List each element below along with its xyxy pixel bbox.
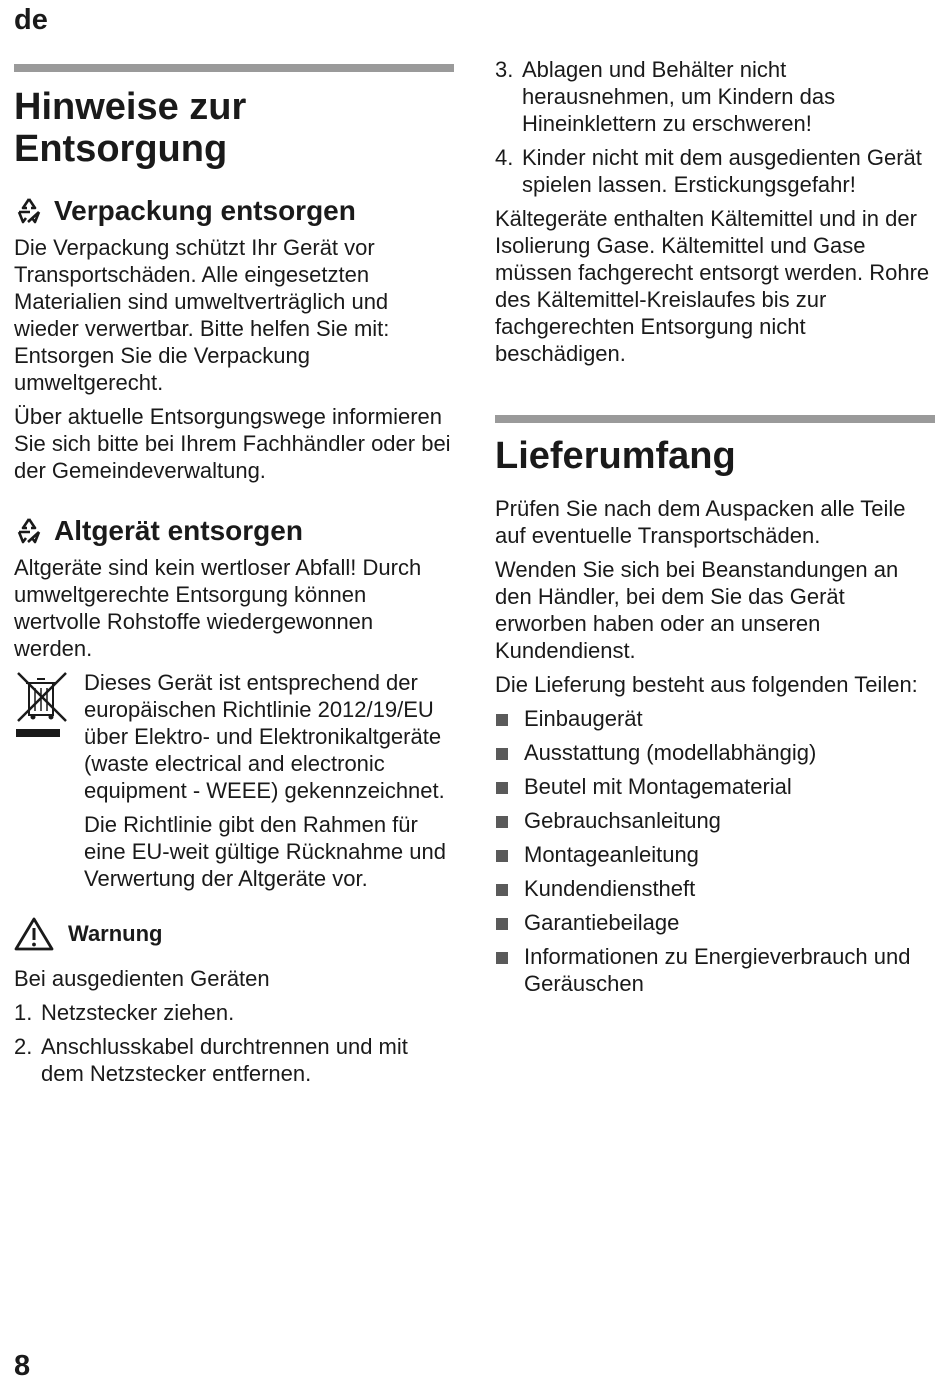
list-item bbox=[495, 909, 935, 936]
list-item bbox=[14, 999, 454, 1026]
bullet-square-icon bbox=[496, 850, 508, 862]
packaging-paragraph-1: Die Verpackung schützt Ihr Gerät vor Transportschäden. Alle eingesetzten Materialien sind umweltverträglich und wieder verwertbar. Bitte helfen Sie mit: Entsorgen Sie die Verpackung umweltgerecht. bbox=[14, 235, 390, 395]
weee-paragraph-1: Dieses Gerät ist entsprechend der europäischen Richtlinie 2012/19/EU über Elektro- und Elektronikaltgeräte (waste electrical and electronic equipment - WEEE) gekennzeichnet. bbox=[84, 670, 445, 803]
bullet-square-icon bbox=[496, 782, 508, 794]
step-text: Ablagen und Behälter nicht herausnehmen, um Kindern das Hineinklettern zu erschweren! bbox=[522, 57, 836, 136]
delivery-items-list bbox=[495, 705, 935, 997]
item-text: Garantiebeilage bbox=[524, 910, 680, 935]
item-text: Kundendienstheft bbox=[524, 876, 696, 901]
warning-header bbox=[14, 917, 454, 951]
warning-steps-list bbox=[14, 999, 454, 1087]
old-device-paragraph: Altgeräte sind kein wertloser Abfall! Durch umweltgerechte Entsorgung können wertvolle Rohstoffe wiedergewonnen werden. bbox=[14, 555, 422, 661]
weee-paragraph-2: Die Richtlinie gibt den Rahmen für eine EU-weit gültige Rücknahme und Verwertung der Altgeräte vor. bbox=[84, 812, 446, 891]
delivery-paragraph-3: Die Lieferung besteht aus folgenden Teilen: bbox=[495, 672, 918, 697]
list-item bbox=[495, 56, 935, 137]
step-number: 3. bbox=[495, 57, 514, 82]
language-code: de bbox=[14, 4, 48, 36]
section-rule bbox=[14, 64, 454, 72]
warning-label: Warnung bbox=[68, 921, 163, 946]
left-column bbox=[14, 64, 454, 1094]
list-item bbox=[495, 739, 935, 766]
section-title-delivery: Lieferumfang bbox=[495, 435, 736, 477]
packaging-paragraph-2: Über aktuelle Entsorgungswege informieren Sie sich bitte bei Ihrem Fachhändler oder bei der Gemeindeverwaltung. bbox=[14, 404, 451, 483]
section-rule bbox=[495, 415, 935, 423]
right-column bbox=[495, 56, 935, 1004]
recycle-icon bbox=[14, 196, 44, 226]
item-text: Ausstattung (modellabhängig) bbox=[524, 740, 817, 765]
list-item bbox=[495, 841, 935, 868]
step-text: Kinder nicht mit dem ausgedienten Gerät spielen lassen. Erstickungsgefahr! bbox=[522, 145, 922, 197]
list-item bbox=[495, 705, 935, 732]
item-text: Montageanleitung bbox=[524, 842, 699, 867]
delivery-paragraph-1: Prüfen Sie nach dem Auspacken alle Teile auf eventuelle Transportschäden. bbox=[495, 496, 906, 548]
weee-block bbox=[14, 669, 454, 899]
bullet-square-icon bbox=[496, 918, 508, 930]
item-text: Einbaugerät bbox=[524, 706, 643, 731]
bullet-square-icon bbox=[496, 884, 508, 896]
list-item bbox=[14, 1033, 454, 1087]
weee-text bbox=[84, 669, 454, 899]
refrigerant-note: Kältegeräte enthalten Kältemittel und in der Isolierung Gase. Kältemittel und Gase müssen fachgerecht entsorgt werden. Rohre des Kältemittel-Kreislaufes bis zur fachgerechten Entsorgung nicht beschädigen. bbox=[495, 206, 930, 366]
step-number: 4. bbox=[495, 145, 514, 170]
section-title-disposal: Hinweise zur Entsorgung bbox=[14, 86, 247, 170]
old-device-heading: Altgerät entsorgen bbox=[54, 515, 303, 546]
step-text: Anschlusskabel durchtrennen und mit dem Netzstecker entfernen. bbox=[41, 1034, 408, 1086]
list-item bbox=[495, 875, 935, 902]
packaging-heading: Verpackung entsorgen bbox=[54, 195, 356, 226]
item-text: Informationen zu Energieverbrauch und Geräuschen bbox=[524, 944, 911, 996]
warning-triangle-icon bbox=[14, 917, 54, 951]
subsection-packaging bbox=[14, 194, 454, 228]
item-text: Gebrauchsanleitung bbox=[524, 808, 721, 833]
bullet-square-icon bbox=[496, 952, 508, 964]
subsection-old-device bbox=[14, 514, 454, 548]
step-number: 2. bbox=[14, 1034, 33, 1059]
step-text: Netzstecker ziehen. bbox=[41, 1000, 235, 1025]
bullet-square-icon bbox=[496, 714, 508, 726]
warning-intro: Bei ausgedienten Geräten bbox=[14, 966, 270, 991]
warning-steps-continued bbox=[495, 56, 935, 198]
delivery-paragraph-2: Wenden Sie sich bei Beanstandungen an den Händler, bei dem Sie das Gerät erworben haben oder an unseren Kundendienst. bbox=[495, 557, 899, 663]
recycle-icon bbox=[14, 516, 44, 546]
list-item bbox=[495, 943, 935, 997]
bullet-square-icon bbox=[496, 816, 508, 828]
bullet-square-icon bbox=[496, 748, 508, 760]
list-item bbox=[495, 144, 935, 198]
step-number: 1. bbox=[14, 1000, 33, 1025]
list-item bbox=[495, 807, 935, 834]
page-number: 8 bbox=[14, 1350, 31, 1382]
crossed-bin-icon bbox=[14, 671, 70, 741]
item-text: Beutel mit Montagematerial bbox=[524, 774, 792, 799]
list-item bbox=[495, 773, 935, 800]
